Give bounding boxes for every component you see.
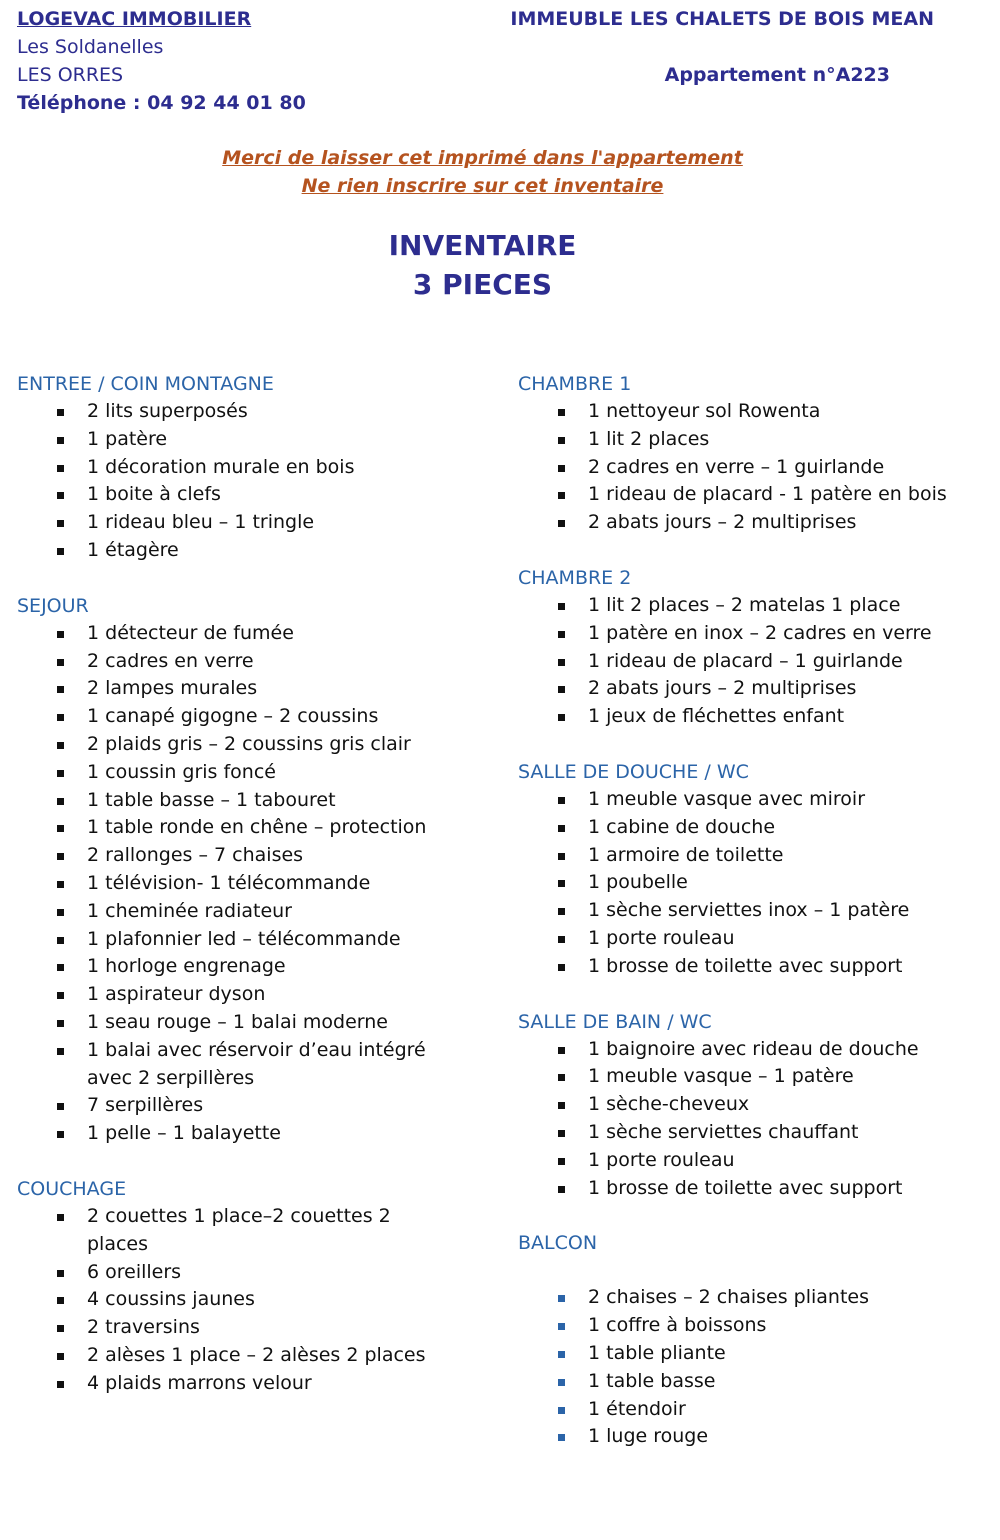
list-item: 1 plafonnier led – télécommande [17,926,487,954]
list-item: 1 seau rouge – 1 balai moderne [17,1009,487,1037]
list-item: 4 plaids marrons velour [17,1370,487,1398]
list-item: 1 sèche serviettes chauffant [518,1119,988,1147]
list-balcon [518,1284,988,1451]
list-item: 1 patère en inox – 2 cadres en verre [518,620,988,648]
list-item: 1 sèche-cheveux [518,1091,988,1119]
list-item: 1 rideau de placard – 1 guirlande [518,648,988,676]
page-title [0,226,965,304]
list-item: 1 lit 2 places – 2 matelas 1 place [518,592,988,620]
list-item: 1 armoire de toilette [518,842,988,870]
list-bain [518,1036,988,1203]
building-name: IMMEUBLE LES CHALETS DE BOIS MEAN [510,8,934,30]
list-item: 1 meuble vasque avec miroir [518,786,988,814]
section-heading-entree: ENTREE / COIN MONTAGNE [17,373,274,395]
list-item: 2 cadres en verre [17,648,487,676]
list-item: 1 détecteur de fumée [17,620,487,648]
list-item: 1 coffre à boissons [518,1312,988,1340]
apartment-number: Appartement n°A223 [664,64,890,86]
list-item: 1 pelle – 1 balayette [17,1120,487,1148]
list-item: 1 coussin gris foncé [17,759,487,787]
notice-line2: Ne rien inscrire sur cet inventaire [301,175,664,197]
building-block [510,5,934,89]
section-heading-chambre2: CHAMBRE 2 [518,566,632,589]
title-line2: 3 PIECES [412,268,553,301]
list-item: 1 luge rouge [518,1423,988,1451]
list-item: 1 horloge engrenage [17,953,487,981]
list-item: 2 cadres en verre – 1 guirlande [518,454,988,482]
notice-block [0,144,965,200]
right-column [518,370,988,1451]
agency-address-line1: Les Soldanelles [17,36,164,58]
list-item: 1 porte rouleau [518,1147,988,1175]
list-item: 2 lampes murales [17,675,487,703]
list-item: 1 poubelle [518,869,988,897]
list-item: 2 chaises – 2 chaises pliantes [518,1284,988,1312]
list-item: 2 couettes 1 place–2 couettes 2 places [17,1203,487,1259]
list-item: 2 alèses 1 place – 2 alèses 2 places [17,1342,487,1370]
list-item: 2 lits superposés [17,398,487,426]
list-item: 1 aspirateur dyson [17,981,487,1009]
list-item: 1 étagère [17,537,487,565]
list-couchage [17,1203,487,1398]
left-column [17,370,487,1398]
list-item: 1 télévision- 1 télécommande [17,870,487,898]
notice-line1: Merci de laisser cet imprimé dans l'appartement [222,147,743,169]
section-heading-chambre1: CHAMBRE 1 [518,373,632,395]
list-item: 1 décoration murale en bois [17,454,487,482]
list-item: 1 table basse [518,1368,988,1396]
list-item: 1 patère [17,426,487,454]
list-item: 1 table pliante [518,1340,988,1368]
agency-address-line2: LES ORRES [17,64,124,86]
section-heading-bain: SALLE DE BAIN / WC [518,1010,712,1033]
list-item: 1 meuble vasque – 1 patère [518,1063,988,1091]
list-chambre2 [518,592,988,731]
list-item: 2 abats jours – 2 multiprises [518,509,988,537]
list-item: 1 baignoire avec rideau de douche [518,1036,988,1064]
list-item: 1 sèche serviettes inox – 1 patère [518,897,988,925]
list-item: 7 serpillères [17,1092,487,1120]
section-heading-douche: SALLE DE DOUCHE / WC [518,760,749,783]
list-sejour [17,620,487,1148]
list-item: 2 plaids gris – 2 coussins gris clair [17,731,487,759]
section-heading-balcon: BALCON [518,1232,598,1255]
list-entree [17,398,487,565]
list-item: 6 oreillers [17,1259,487,1287]
agency-phone: Téléphone : 04 92 44 01 80 [17,92,306,114]
list-item: 1 lit 2 places [518,426,988,454]
list-item: 2 traversins [17,1314,487,1342]
list-item: 2 abats jours – 2 multiprises [518,675,988,703]
section-heading-couchage: COUCHAGE [17,1177,127,1200]
list-item: 1 porte rouleau [518,925,988,953]
list-item: 2 rallonges – 7 chaises [17,842,487,870]
agency-block [17,5,306,117]
list-item: 1 balai avec réservoir d’eau intégré avec 2 serpillères [17,1037,487,1093]
list-item: 4 coussins jaunes [17,1286,487,1314]
title-line1: INVENTAIRE [388,229,577,262]
list-item: 1 étendoir [518,1396,988,1424]
list-item: 1 table basse – 1 tabouret [17,787,487,815]
list-item: 1 rideau bleu – 1 tringle [17,509,487,537]
list-item: 1 nettoyeur sol Rowenta [518,398,988,426]
list-douche [518,786,988,981]
list-item: 1 rideau de placard - 1 patère en bois [518,481,988,509]
list-item: 1 cabine de douche [518,814,988,842]
list-item: 1 canapé gigogne – 2 coussins [17,703,487,731]
list-item: 1 brosse de toilette avec support [518,1175,988,1203]
list-chambre1 [518,398,988,537]
list-item: 1 brosse de toilette avec support [518,953,988,981]
section-heading-sejour: SEJOUR [17,594,89,617]
list-item: 1 table ronde en chêne – protection [17,814,487,842]
list-item: 1 cheminée radiateur [17,898,487,926]
list-item: 1 boite à clefs [17,481,487,509]
list-item: 1 jeux de fléchettes enfant [518,703,988,731]
agency-name: LOGEVAC IMMOBILIER [17,8,252,30]
